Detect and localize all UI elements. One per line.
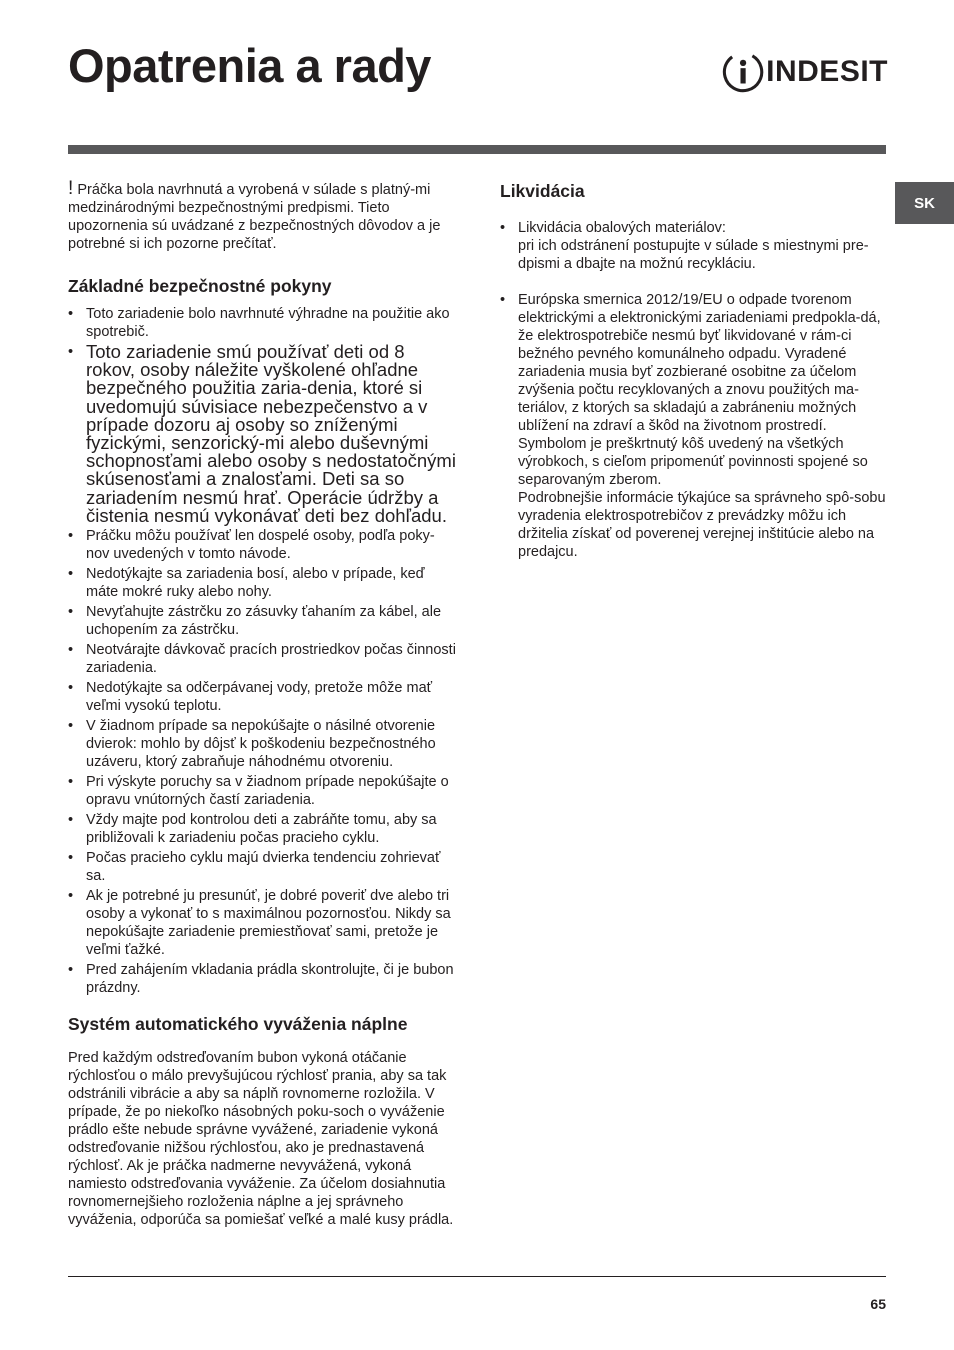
list-item-text: Neotvárajte dávkovač pracích prostriedkov počas činnosti zariadenia. — [86, 642, 456, 677]
bullet-icon: • — [68, 566, 74, 583]
bullet-icon: • — [500, 292, 506, 308]
list-item — [68, 849, 458, 885]
list-item — [68, 641, 458, 677]
list-item — [68, 961, 458, 997]
balance-paragraph: Pred každým odstreďovaním bubon vykoná otáčanie rýchlosťou o málo prevyšujúcou rýchlosť prania, aby sa tak odstránili vibrácie a aby sa náplň rovnomerne rozložila. V prípade, že po niekoľko násobných poku-soch o vyváženie prádlo ešte nebude správne vyvážené, zariadenie vykoná odstreďovanie nižšou rýchlosťou, ako je prednastavená rýchlosť. Ak je práčka nadmerne nevyvážená, vykoná namiesto odstreďovania vyváženie. Za účelom dosiahnutia rovnomernejšieho rozloženia náplne a jej správneho vyváženia, odporúča sa pomiešať veľké a malé kusy prádla. — [68, 1050, 454, 1229]
list-item — [500, 219, 888, 273]
footer-divider — [68, 1276, 886, 1277]
list-item-text: Toto zariadenie smú používať deti od 8 rokov, osoby náležite vyškolené ohľadne bezpečného použitia zaria-denia, ktoré si uvedomujú súvisiace nebezpečenstvo a v prípade dozoru aj osoby so zníženými fyzickými, senzorický-mi alebo duševnými schopnosťami alebo osoby s nedostatočnými skúsenosťami a znalosťami. Deti sa so zariadením nesmú hrať. Operácie údržby a čistenia nesmú vykonávať deti bez dohľadu. — [86, 341, 456, 526]
bullet-icon: • — [500, 220, 506, 236]
list-item-text: Nedotýkajte sa odčerpávanej vody, pretože môže mať veľmi vysokú teplotu. — [86, 680, 433, 715]
language-tab: SK — [895, 182, 954, 224]
list-item — [68, 717, 458, 771]
list-item — [68, 603, 458, 639]
bullet-icon: • — [68, 604, 74, 621]
list-item-text: Pred zahájením vkladania prádla skontrolujte, či je bubon prázdny. — [86, 962, 454, 997]
list-item — [68, 527, 458, 563]
list-item — [68, 343, 458, 525]
disposal-list — [500, 219, 888, 561]
bullet-icon: • — [68, 850, 74, 867]
balance-heading: Systém automatického vyváženia náplne — [68, 1014, 408, 1035]
list-item-text: Toto zariadenie bolo navrhnuté výhradne na použitie ako spotrebič. — [86, 306, 450, 340]
list-item-text: Vždy majte pod kontrolou deti a zabráňte tomu, aby sa približovali k zariadeniu počas pracieho cyklu. — [86, 812, 437, 847]
list-item — [68, 887, 458, 959]
list-item-text: Ak je potrebné ju presunúť, je dobré poveriť dve alebo tri osoby a vykonať to s maximálnou pozornosťou. Nikdy sa nepokúšajte zariadenie premiestňovať sami, pretože je veľmi ťažké. — [86, 888, 451, 959]
bullet-icon: • — [68, 680, 74, 697]
list-item-text: Práčku môžu používať len dospelé osoby, podľa poky-nov uvedených v tomto návode. — [86, 528, 435, 563]
intro-paragraph — [68, 180, 458, 253]
list-item-text: V žiadnom prípade sa nepokúšajte o násilné otvorenie dvierok: mohlo by dôjsť k poškodeniu bezpečnostného uzáveru, ktorý zabraňuje náhodnému otvoreniu. — [86, 718, 436, 771]
indesit-logo-icon — [722, 50, 764, 94]
list-item-text: Likvidácia obalových materiálov: pri ich odstránení postupujte v súlade s miestnymi pre-dpismi a dbajte na možnú recykláciu. — [518, 220, 869, 272]
left-column — [68, 180, 458, 1229]
list-item — [68, 565, 458, 601]
bullet-icon: • — [68, 962, 74, 979]
bullet-icon: • — [68, 812, 74, 829]
bullet-icon: • — [68, 306, 74, 322]
list-item-text: Nevyťahujte zástrčku zo zásuvky ťahaním za kábel, ale uchopením za zástrčku. — [86, 604, 442, 639]
safety-list — [68, 305, 458, 997]
brand-name: INDESIT — [766, 55, 888, 88]
bullet-icon: • — [68, 344, 74, 360]
bullet-icon: • — [68, 528, 74, 545]
warning-mark: ! — [68, 178, 74, 199]
brand-logo — [722, 50, 888, 94]
safety-heading: Základné bezpečnostné pokyny — [68, 276, 332, 296]
list-item — [68, 773, 458, 809]
header-divider — [68, 145, 886, 154]
list-item-text: Počas pracieho cyklu majú dvierka tendenciu zohrievať sa. — [86, 850, 441, 885]
intro-text: Práčka bola navrhnutá a vyrobená v súlade s platný-mi medzinárodnými bezpečnostnými predpismi. Tieto upozornenia sú uvádzané z bezpečnostných dôvodov a je potrebné si ich pozorne prečítať. — [68, 182, 441, 252]
page-number: 65 — [870, 1296, 886, 1312]
disposal-heading: Likvidácia — [500, 181, 585, 201]
list-item — [68, 679, 458, 715]
bullet-icon: • — [68, 774, 74, 791]
list-item — [68, 811, 458, 847]
right-column — [500, 180, 888, 579]
bullet-icon: • — [68, 888, 74, 905]
list-item — [500, 291, 888, 561]
list-item-text: Pri výskyte poruchy sa v žiadnom prípade nepokúšajte o opravu vnútorných častí zariadenia. — [86, 774, 449, 809]
page-title: Opatrenia a rady — [68, 39, 431, 92]
list-item-text: Nedotýkajte sa zariadenia bosí, alebo v prípade, keď máte mokré ruky alebo nohy. — [86, 566, 425, 601]
list-item — [68, 305, 458, 341]
bullet-icon: • — [68, 642, 74, 659]
bullet-icon: • — [68, 718, 74, 735]
list-item-text: Európska smernica 2012/19/EU o odpade tvorenom elektrickými a elektronickými zariadeniami predpokla-dá, že elektrospotrebiče nesmú byť likvidované v rám-ci bežného pevného komunálneho odpadu. Vyradené zariadenia musia byť zozbierané osobitne za účelom zvýšenia počtu recyklovaných a znovu použitých ma-teriálov, z ktorých sa skladajú a zabráneniu možných ublížení na zdraví a škôd na životnom prostredí. Symbolom je preškrtnutý kôš uvedený na všetkých výrobkoch, s cieľom pripomenúť povinnosti spojené so separovaným zberom. Podrobnejšie informácie týkajúce sa správneho spô-sobu vyradenia elektrospotrebičov z prevádzky môžu ich držitelia získať od poverenej verejnej inštitúcie alebo na predajcu. — [518, 292, 886, 560]
